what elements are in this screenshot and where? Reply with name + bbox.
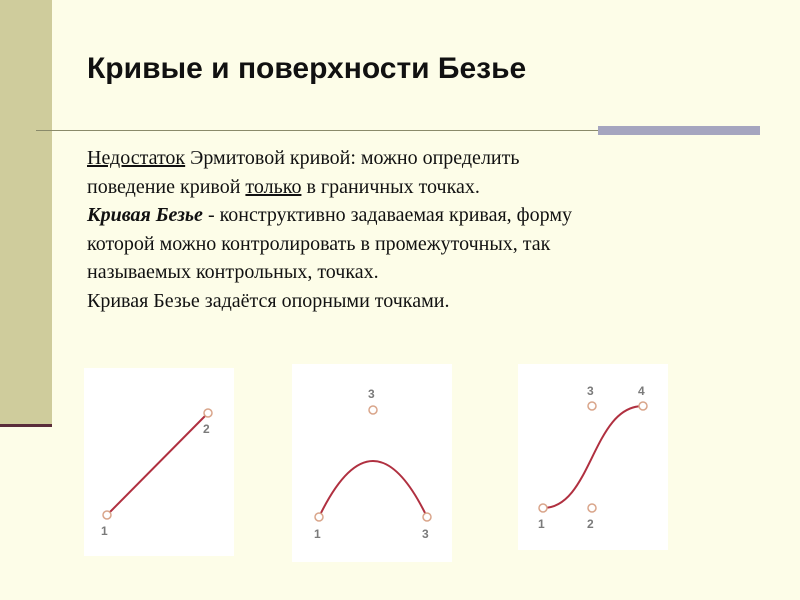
linear-bezier-diagram bbox=[84, 368, 234, 556]
control-point-2 bbox=[588, 504, 596, 512]
point-label: 2 bbox=[203, 422, 210, 436]
text-segment: поведение кривой bbox=[87, 175, 246, 198]
control-point-1 bbox=[315, 513, 323, 521]
text-segment: в граничных точках. bbox=[301, 175, 480, 198]
control-point-top bbox=[369, 406, 377, 414]
bezier-curve bbox=[107, 413, 208, 515]
text-segment: Эрмитовой кривой: можно определить bbox=[185, 147, 520, 169]
figure-cubic-bezier bbox=[518, 364, 668, 550]
title-divider-thick bbox=[598, 126, 760, 135]
bezier-curve bbox=[319, 461, 427, 517]
underlined-word-drawback: Недостаток bbox=[87, 147, 186, 169]
left-decor-bar bbox=[0, 0, 52, 426]
control-point-2 bbox=[204, 409, 212, 417]
control-point-1 bbox=[103, 511, 111, 519]
point-label: 3 bbox=[368, 387, 375, 401]
point-label: 4 bbox=[638, 384, 645, 398]
point-label: 3 bbox=[422, 527, 429, 541]
cubic-bezier-diagram bbox=[518, 364, 668, 550]
bezier-curve bbox=[543, 406, 643, 508]
point-label: 2 bbox=[587, 517, 594, 531]
control-point-1 bbox=[539, 504, 547, 512]
point-label: 3 bbox=[587, 384, 594, 398]
slide-title: Кривые и поверхности Безье bbox=[87, 52, 527, 85]
paragraph-3: Кривая Безье задаётся опорными точками. bbox=[87, 289, 450, 312]
paragraph-2-line-3: называемых контрольных, точках. bbox=[87, 261, 379, 283]
left-decor-line bbox=[0, 424, 52, 427]
figure-linear-bezier bbox=[84, 368, 234, 556]
underlined-word-only: только bbox=[245, 175, 302, 198]
quadratic-bezier-diagram bbox=[292, 364, 452, 562]
point-label: 1 bbox=[101, 524, 108, 538]
paragraph-1-line-1 bbox=[87, 144, 747, 173]
control-point-4 bbox=[639, 402, 647, 410]
title-divider-thin bbox=[36, 130, 598, 131]
point-label: 1 bbox=[538, 517, 545, 531]
bezier-term: Кривая Безье bbox=[87, 204, 203, 226]
figure-quadratic-bezier bbox=[292, 364, 452, 562]
paragraph-1-line-2 bbox=[87, 173, 747, 202]
paragraph-2-line-1 bbox=[87, 201, 747, 230]
point-label: 1 bbox=[314, 527, 321, 541]
control-point-3 bbox=[588, 402, 596, 410]
slide-body bbox=[87, 144, 747, 315]
text-segment: - конструктивно задаваемая кривая, форму bbox=[202, 204, 572, 226]
paragraph-2-line-2: которой можно контролировать в промежуточных, так bbox=[87, 232, 551, 255]
control-point-3 bbox=[423, 513, 431, 521]
